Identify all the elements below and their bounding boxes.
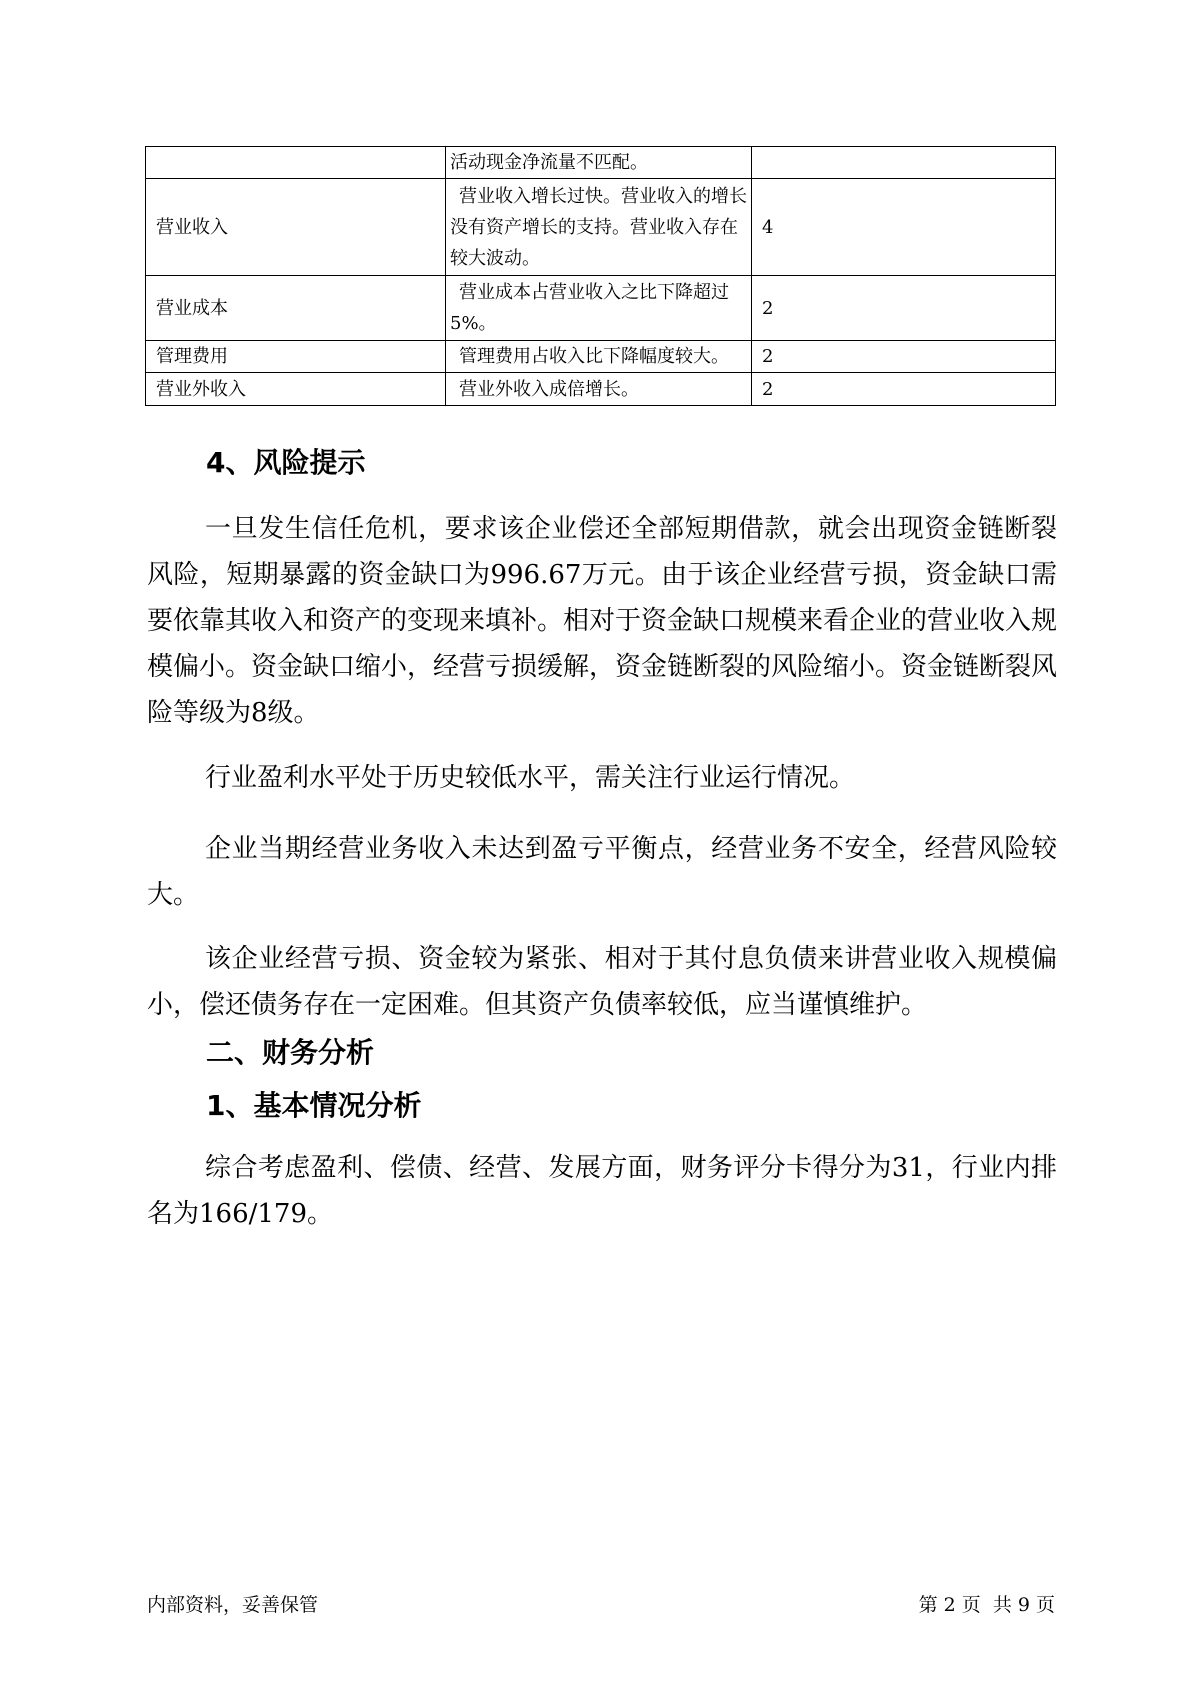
table-cell-item: 管理费用 — [146, 341, 446, 373]
table-row — [146, 341, 1056, 373]
desc-text: 营业外收入成倍增长。 — [459, 378, 639, 400]
table-row — [146, 276, 1056, 341]
finance-paragraph: 综合考虑盈利、偿债、经营、发展方面，财务评分卡得分为31，行业内排名为166/179。 — [147, 1153, 1057, 1229]
table-cell-item: 营业成本 — [146, 276, 446, 341]
basic-analysis-heading: 1、基本情况分析 — [206, 1089, 422, 1122]
table-cell-score: 4 — [752, 179, 1056, 276]
table-row — [146, 373, 1056, 406]
desc-text: 营业成本占营业收入之比下降超过5%。 — [450, 282, 729, 334]
table-cell-item — [146, 147, 446, 179]
desc-text: 管理费用占收入比下降幅度较大。 — [459, 346, 729, 367]
table-cell-desc — [446, 373, 752, 406]
risk-heading: 4、风险提示 — [206, 446, 366, 479]
table-cell-desc — [446, 341, 752, 373]
footer-confidential-note: 内部资料，妥善保管 — [147, 1594, 319, 1616]
table-cell-desc: 活动现金净流量不匹配。 — [446, 147, 752, 179]
table-cell-score — [752, 147, 1056, 179]
risk-paragraph-4: 该企业经营亏损、资金较为紧张、相对于其付息负债来讲营业收入规模偏小，偿还债务存在一定困难。但其资产负债率较低，应当谨慎维护。 — [147, 944, 1057, 1020]
finance-heading: 二、财务分析 — [206, 1036, 375, 1069]
table-cell-score: 2 — [752, 341, 1056, 373]
risk-paragraph-1: 一旦发生信任危机，要求该企业偿还全部短期借款，就会出现资金链断裂风险，短期暴露的资金缺口为996.67万元。由于该企业经营亏损，资金缺口需要依靠其收入和资产的变现来填补。相对于资金缺口规模来看企业的营业收入规模偏小。资金缺口缩小，经营亏损缓解，资金链断裂的风险缩小。资金链断裂风险等级为8级。 — [147, 514, 1058, 728]
table-cell-item: 营业收入 — [146, 179, 446, 276]
table-row — [146, 147, 1056, 179]
table-cell-score: 2 — [752, 373, 1056, 406]
table-cell-item: 营业外收入 — [146, 373, 446, 406]
table-row — [146, 179, 1056, 276]
table-cell-desc — [446, 179, 752, 276]
desc-text: 营业收入增长过快。营业收入的增长没有资产增长的支持。营业收入存在较大波动。 — [450, 185, 747, 269]
risk-paragraph-2: 行业盈利水平处于历史较低水平，需关注行业运行情况。 — [205, 763, 856, 793]
table-cell-score: 2 — [752, 276, 1056, 341]
risk-indicator-table — [145, 146, 1056, 406]
table-cell-desc — [446, 276, 752, 341]
risk-paragraph-3: 企业当期经营业务收入未达到盈亏平衡点，经营业务不安全，经营风险较大。 — [147, 834, 1057, 910]
footer-page-number: 第 2 页 共 9 页 — [918, 1594, 1055, 1616]
